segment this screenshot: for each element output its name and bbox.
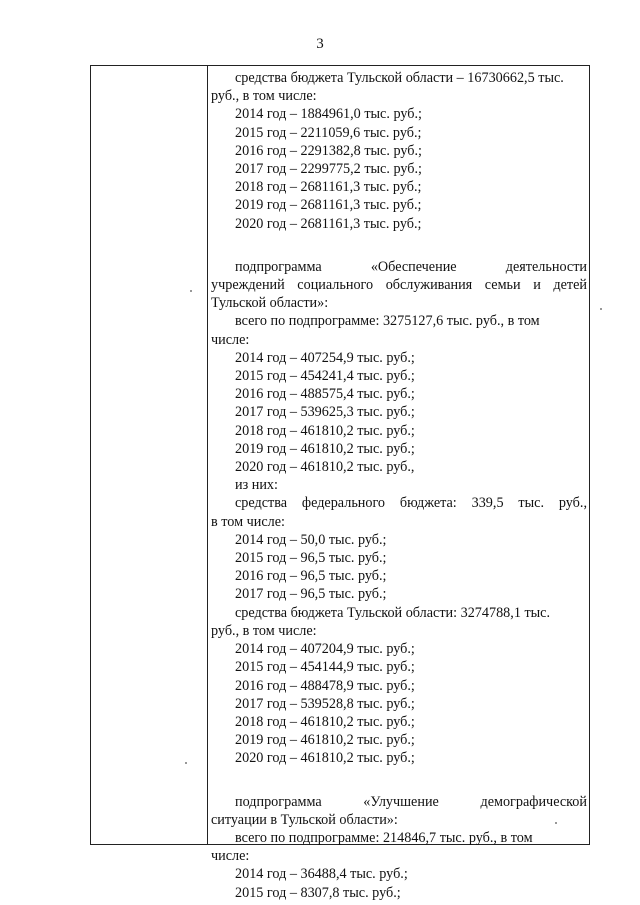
year-line: 2019 год – 461810,2 тыс. руб.; xyxy=(235,440,415,457)
year-line: 2015 год – 454241,4 тыс. руб.; xyxy=(235,368,415,385)
scan-speck xyxy=(555,822,557,824)
year-line: 2014 год – 1884961,0 тыс. руб.; xyxy=(235,106,422,123)
program-table xyxy=(90,65,590,901)
year-line: 2017 год – 96,5 тыс. руб.; xyxy=(235,586,387,603)
subprogram-total: всего по подпрограмме: 214846,7 тыс. руб., в том xyxy=(235,829,533,846)
year-line: 2016 год – 488575,4 тыс. руб.; xyxy=(235,386,415,403)
subprogram-title-cont: учреждений социального обслуживания семьи и детей xyxy=(211,277,587,294)
year-line: 2015 год – 8307,8 тыс. руб.; xyxy=(235,884,401,901)
scan-speck xyxy=(190,290,192,292)
year-line: 2014 год – 407204,9 тыс. руб.; xyxy=(235,641,415,658)
year-line: 2018 год – 2681161,3 тыс. руб.; xyxy=(235,179,422,196)
year-line: 2020 год – 2681161,3 тыс. руб.; xyxy=(235,215,422,232)
year-line: 2019 год – 461810,2 тыс. руб.; xyxy=(235,732,415,749)
federal-budget-heading-cont: в том числе: xyxy=(211,513,285,530)
scan-speck xyxy=(185,762,187,764)
year-line: 2014 год – 50,0 тыс. руб.; xyxy=(235,531,387,548)
year-line: 2014 год – 36488,4 тыс. руб.; xyxy=(235,866,408,883)
subprogram-title-cont: Тульской области»: xyxy=(211,295,329,312)
regional-budget-heading: средства бюджета Тульской области – 16730662,5 тыс. xyxy=(235,70,564,86)
year-line: 2020 год – 461810,2 тыс. руб.; xyxy=(235,750,415,767)
year-line: 2015 год – 2211059,6 тыс. руб.; xyxy=(235,124,422,141)
year-line: 2019 год – 2681161,3 тыс. руб.; xyxy=(235,197,422,214)
year-line: 2016 год – 488478,9 тыс. руб.; xyxy=(235,677,415,694)
page-number: 3 xyxy=(316,36,324,52)
regional-budget-heading: средства бюджета Тульской области: 3274788,1 тыс. xyxy=(235,604,551,621)
year-line: 2017 год – 2299775,2 тыс. руб.; xyxy=(235,161,422,178)
year-line: 2017 год – 539625,3 тыс. руб.; xyxy=(235,404,415,421)
regional-budget-heading-cont: руб., в том числе: xyxy=(211,622,317,639)
year-line: 2016 год – 96,5 тыс. руб.; xyxy=(235,568,387,585)
column-divider xyxy=(207,66,208,844)
year-line: 2020 год – 461810,2 тыс. руб., xyxy=(235,459,415,476)
year-line: 2014 год – 407254,9 тыс. руб.; xyxy=(235,349,415,366)
subprogram-title: подпрограмма «Обеспечение деятельности xyxy=(235,258,587,275)
year-line: 2018 год – 461810,2 тыс. руб.; xyxy=(235,713,415,730)
subprogram-total: всего по подпрограмме: 3275127,6 тыс. руб., в том xyxy=(235,313,540,330)
regional-budget-heading-cont: руб., в том числе: xyxy=(211,88,317,105)
year-line: 2018 год – 461810,2 тыс. руб.; xyxy=(235,422,415,439)
subprogram-total-cont: числе: xyxy=(211,848,250,865)
year-line: 2015 год – 454144,9 тыс. руб.; xyxy=(235,659,415,676)
subprogram-title: подпрограмма «Улучшение демографической xyxy=(235,793,587,810)
federal-budget-heading: средства федерального бюджета: 339,5 тыс. руб., xyxy=(235,495,587,512)
year-line: 2015 год – 96,5 тыс. руб.; xyxy=(235,550,387,567)
scan-speck xyxy=(600,308,602,310)
financing-cell xyxy=(211,69,587,902)
of-which-label: из них: xyxy=(235,477,278,494)
subprogram-title-cont: ситуации в Тульской области»: xyxy=(211,811,398,828)
year-line: 2017 год – 539528,8 тыс. руб.; xyxy=(235,695,415,712)
subprogram-total-cont: числе: xyxy=(211,331,250,348)
year-line: 2016 год – 2291382,8 тыс. руб.; xyxy=(235,142,422,159)
